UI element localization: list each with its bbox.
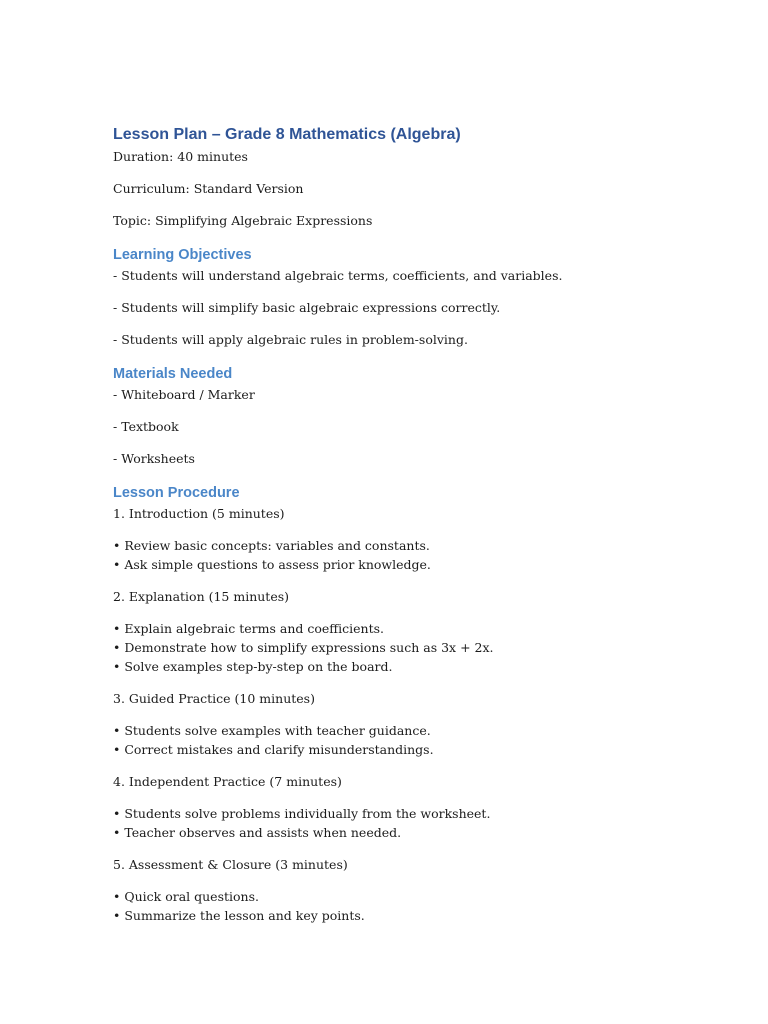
step-bullet: • Quick oral questions.	[113, 889, 259, 904]
objective-item: - Students will simplify basic algebraic expressions correctly.	[113, 300, 501, 315]
step-bullet: • Review basic concepts: variables and constants.	[113, 538, 430, 553]
meta-duration: Duration: 40 minutes	[113, 149, 248, 164]
objective-item: - Students will understand algebraic terms, coefficients, and variables.	[113, 268, 563, 283]
step-bullet: • Explain algebraic terms and coefficients.	[113, 621, 385, 636]
material-item: - Whiteboard / Marker	[113, 387, 255, 402]
objective-item: - Students will apply algebraic rules in problem-solving.	[113, 332, 468, 347]
step-bullet: • Teacher observes and assists when needed.	[113, 825, 402, 840]
procedure-heading: Lesson Procedure	[113, 485, 240, 501]
step-bullet: • Students solve problems individually from the worksheet.	[113, 806, 491, 821]
document-title: Lesson Plan – Grade 8 Mathematics (Algebra)	[113, 126, 461, 143]
procedure-step-2	[113, 587, 713, 676]
step-title: 2. Explanation (15 minutes)	[113, 589, 290, 604]
procedure-step-1	[113, 504, 713, 574]
material-item: - Worksheets	[113, 451, 195, 466]
objectives-heading: Learning Objectives	[113, 247, 252, 263]
step-title: 5. Assessment & Closure (3 minutes)	[113, 857, 348, 872]
step-bullet: • Solve examples step-by-step on the board.	[113, 659, 393, 674]
step-bullet: • Summarize the lesson and key points.	[113, 908, 365, 923]
procedure-step-5	[113, 855, 713, 925]
procedure-step-4	[113, 772, 713, 842]
step-title: 3. Guided Practice (10 minutes)	[113, 691, 315, 706]
meta-curriculum: Curriculum: Standard Version	[113, 181, 304, 196]
meta-topic: Topic: Simplifying Algebraic Expressions	[113, 213, 373, 228]
step-title: 1. Introduction (5 minutes)	[113, 506, 285, 521]
step-bullet: • Demonstrate how to simplify expressions such as 3x + 2x.	[113, 640, 494, 655]
step-bullet: • Ask simple questions to assess prior knowledge.	[113, 557, 431, 572]
step-bullet: • Students solve examples with teacher guidance.	[113, 723, 431, 738]
material-item: - Textbook	[113, 419, 179, 434]
document-body	[113, 123, 713, 925]
procedure-step-3	[113, 689, 713, 759]
step-title: 4. Independent Practice (7 minutes)	[113, 774, 342, 789]
materials-heading: Materials Needed	[113, 366, 233, 382]
step-bullet: • Correct mistakes and clarify misunderstandings.	[113, 742, 434, 757]
